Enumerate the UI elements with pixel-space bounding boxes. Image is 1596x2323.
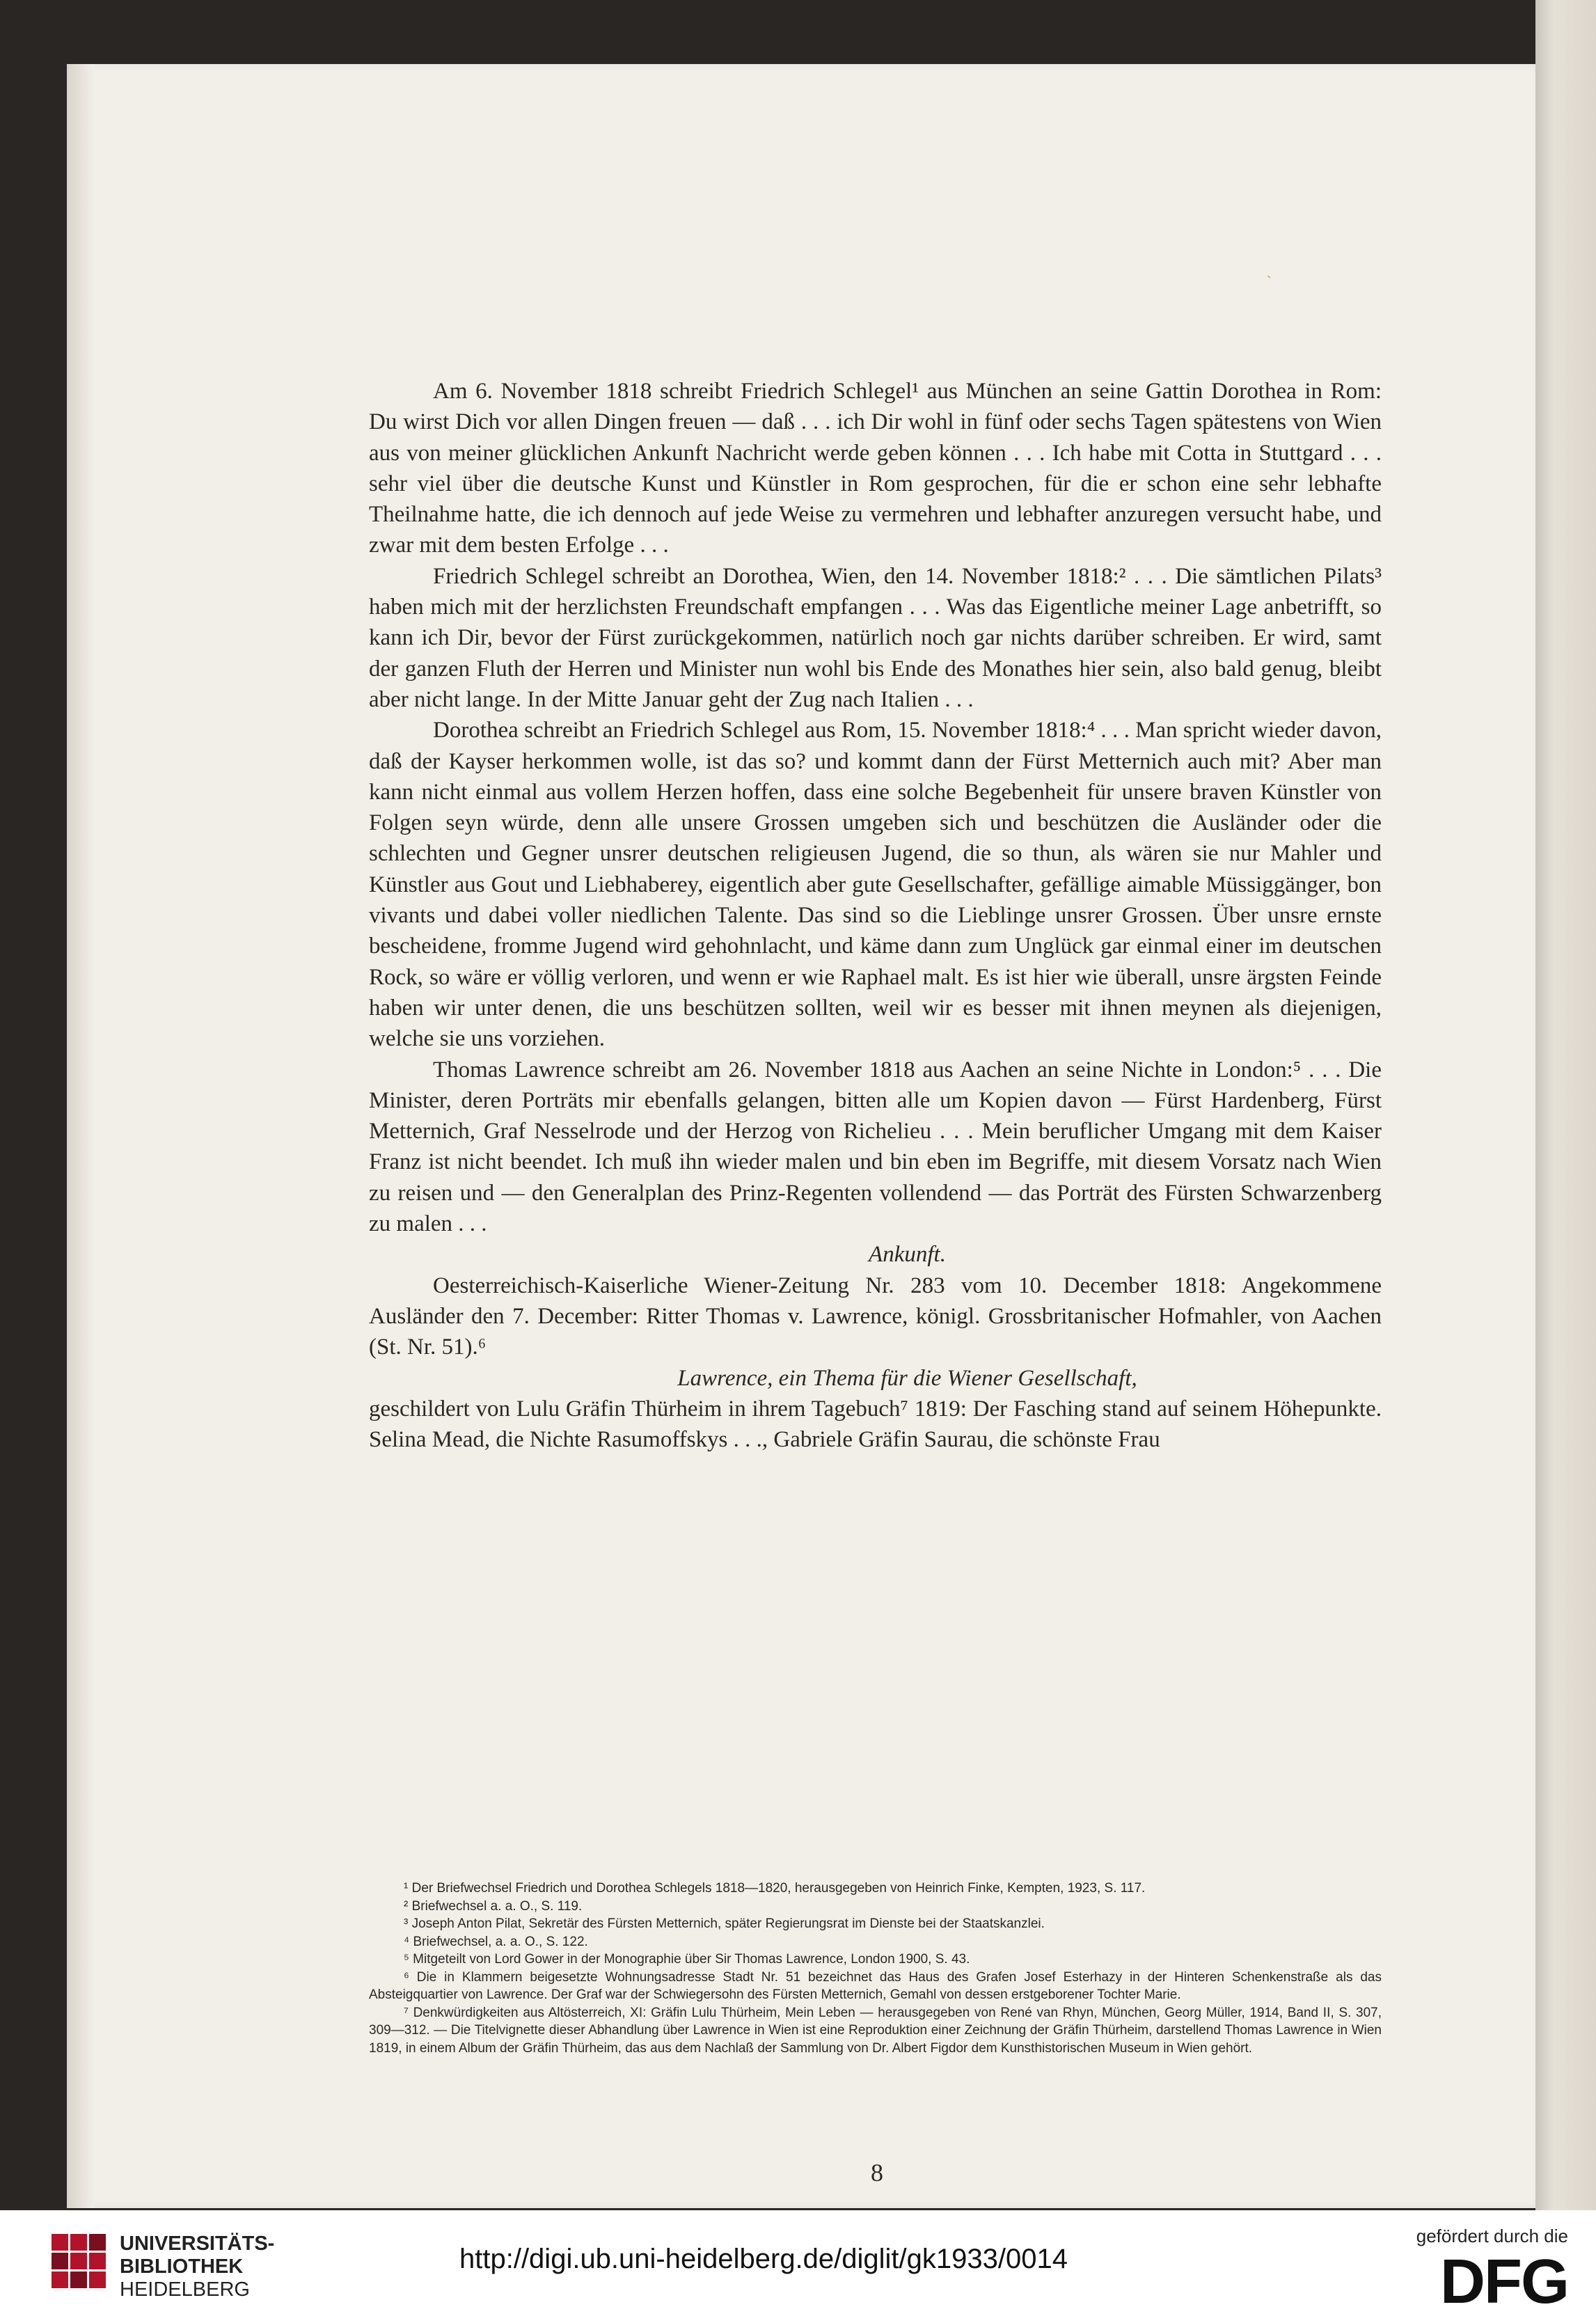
paragraph: Dorothea schreibt an Friedrich Schlegel aus Rom, 15. November 1818:⁴ . . . Man spricht wieder davon, daß der Kayser herkommen wolle, ist das so? und kommt dann der Fürst Metternich auch mit? Aber man kann nicht einmal aus vollem Herzen hoffen, dass eine solche Begebenheit für unsere braven Künstler von Folgen seyn würde, denn alle unsere Grossen umgeben sich und beschützen die Ausländer oder die schlechten und Gegner unsrer deutschen religieusen Jugend, die so thun, als wären sie nur Mahler und Künstler aus Gout und Liebhaberey, eigentlich aber gute Gesellschafter, gefällige aimable Müssiggänger, bon vivants und dabei voller niedlichen Talente. Das sind so die Lieblinge unsrer Grossen. Über unsre ernste bescheidene, fromme Jugend wird gehohnlacht, und käme dann zum Unglück gar einmal einer im deutschen Rock, so wäre er völlig verloren, und wenn er wie Raphael malt. Es ist hier wie überall, unsre ärgsten Feinde haben wir unter denen, die uns beschützen sollten, weil wir es besser mit ihnen meynen als diejenigen, welche sie uns vorziehen. <box>369 718 1382 1052</box>
main-text <box>369 376 1382 1455</box>
section-heading: Lawrence, ein Thema für die Wiener Gesellschaft, <box>677 1365 1137 1391</box>
section-heading: Ankunft. <box>869 1242 946 1268</box>
page-gutter <box>67 64 95 2208</box>
footnote: ⁷ Denkwürdigkeiten aus Altösterreich, XI: Gräfin Lulu Thürheim, Mein Leben — herausgegeben von René van Rhyn, München, Georg Müller, 1914, Band II, S. 307, 309—312. — Die Titelvignette dieser Abhandlung über Lawrence in Wien ist eine Reproduktion einer Zeichnung der Gräfin Thürheim, darstellend Thomas Lawrence in Wien 1819, in einem Album der Gräfin Thürheim, das aus dem Nachlaß der Sammlung von Dr. Albert Figdor dem Kunsthistorischen Museum in Wien gehört. <box>369 2005 1382 2056</box>
paragraph: geschildert von Lulu Gräfin Thürheim in ihrem Tagebuch⁷ 1819: Der Fasching stand auf seinem Höhepunkte. Selina Mead, die Nichte Rasumoffskys . . ., Gabriele Gräfin Saurau, die schönste Frau <box>369 1396 1382 1453</box>
page-number: 8 <box>871 2159 883 2187</box>
footnote: ⁶ Die in Klammern beigesetzte Wohnungsadresse Stadt Nr. 51 bezeichnet das Haus des Grafen Josef Esterhazy in der Hinteren Schenkenstraße als das Absteigquartier von Lawrence. Der Graf war der Schwiegersohn des Fürsten Metternich, Gemahl von dessen erstgeborener Tochter Marie. <box>369 1969 1382 2002</box>
permalink-url[interactable]: http://digi.ub.uni-heidelberg.de/diglit/gk1933/0014 <box>459 2244 1068 2274</box>
library-name-line: HEIDELBERG <box>120 2278 250 2301</box>
funding-caption: gefördert durch die <box>1416 2226 1568 2246</box>
paragraph: Oesterreichisch-Kaiserliche Wiener-Zeitung Nr. 283 vom 10. December 1818: Angekommene Ausländer den 7. December: Ritter Thomas v. Lawrence, königl. Grossbritanischer Hofmahler, von Aachen (St. Nr. 51).⁶ <box>369 1273 1382 1360</box>
footnote: ⁴ Briefwechsel, a. a. O., S. 122. <box>404 1934 588 1949</box>
library-name[interactable] <box>120 2233 274 2301</box>
library-name-line: BIBLIOTHEK <box>120 2255 244 2278</box>
footnote: ² Briefwechsel a. a. O., S. 119. <box>404 1898 583 1914</box>
footnotes <box>369 1880 1382 2057</box>
footer-bar <box>0 2210 1596 2323</box>
paragraph: Am 6. November 1818 schreibt Friedrich Schlegel¹ aus München an seine Gattin Dorothea in Rom: Du wirst Dich vor allen Dingen freuen — daß . . . ich Dir wohl in fünf oder sechs Tagen spätestens von Wien aus von meiner glücklichen Ankunft Nachricht werde geben können . . . Ich habe mit Cotta in Stuttgard . . . sehr viel über die deutsche Kunst und Künstler in Rom gesprochen, für die er schon eine sehr lebhafte Theilnahme hatte, die ich dennoch auf jede Weise zu vermehren und lebhafter anzuregen versucht habe, und zwar mit dem besten Erfolge . . . <box>369 379 1382 558</box>
university-library-logo-icon[interactable] <box>49 2231 109 2291</box>
paragraph: Friedrich Schlegel schreibt an Dorothea, Wien, den 14. November 1818:² . . . Die sämtlichen Pilats³ haben mich mit der herzlichsten Freundschaft empfangen . . . Was das Eigentliche meiner Lage anbetrifft, so kann ich Dir, bevor der Fürst zurückgekommen, natürlich noch gar nichts darüber schreiben. Er wird, samt der ganzen Fluth der Herren und Minister nun wohl bis Ende des Monathes hier sein, also bald genug, bleibt aber nicht lange. In der Mitte Januar geht der Zug nach Italien . . . <box>369 563 1382 712</box>
footnote: ¹ Der Briefwechsel Friedrich und Dorothea Schlegels 1818—1820, herausgegeben von Heinrich Finke, Kempten, 1923, S. 117. <box>404 1881 1146 1896</box>
ink-mark: ˎ <box>1267 263 1272 278</box>
library-name-line: UNIVERSITÄTS- <box>120 2233 275 2255</box>
footnote: ⁵ Mitgeteilt von Lord Gower in der Monographie über Sir Thomas Lawrence, London 1900, S. 43. <box>404 1952 970 1967</box>
next-page-edge <box>1535 0 1596 2210</box>
paragraph: Thomas Lawrence schreibt am 26. November 1818 aus Aachen an seine Nichte in London:⁵ . . . Die Minister, deren Porträts mir ebenfalls gelangen, bitten alle um Kopien davon — Fürst Hardenberg, Fürst Metternich, Graf Nesselrode und der Herzog von Richelieu . . . Mein beruflicher Umgang mit dem Kaiser Franz ist nicht beendet. Ich muß ihn wieder malen und bin eben im Begriffe, mit diesem Vorsatz nach Wien zu reisen und — den Generalplan des Prinz-Regenten vollendend — das Porträt des Fürsten Schwarzenberg zu malen . . . <box>369 1057 1382 1237</box>
dfg-logo-icon[interactable]: DFG <box>1440 2247 1568 2317</box>
footnote: ³ Joseph Anton Pilat, Sekretär des Fürsten Metternich, später Regierungsrat im Dienste bei der Staatskanzlei. <box>404 1916 1045 1931</box>
